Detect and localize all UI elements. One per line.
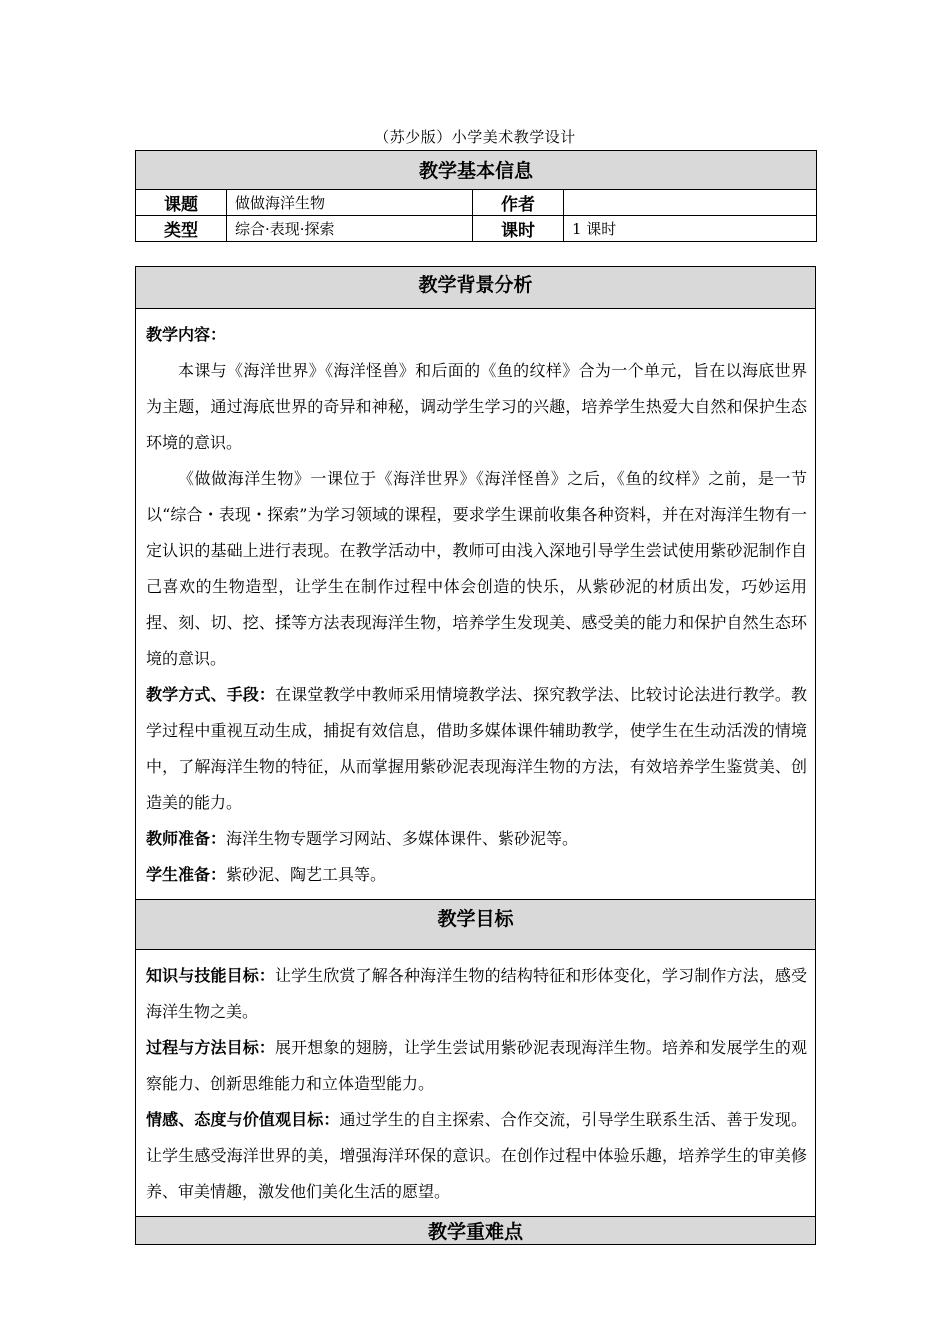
content-label: 教学内容： bbox=[146, 325, 227, 344]
table-row bbox=[136, 190, 817, 216]
topic-label: 课题 bbox=[136, 190, 227, 216]
hours-value: 1 课时 bbox=[564, 216, 817, 242]
author-label: 作者 bbox=[473, 190, 564, 216]
key-points-header: 教学重难点 bbox=[136, 1217, 816, 1245]
method-text: 在课堂教学中教师采用情境教学法、探究教学法、比较讨论法进行教学。教学过程中重视互动生成，捕捉有效信息，借助多媒体课件辅助教学，使学生在生动活泼的情境中，了解海洋生物的特征，从而掌握用紫砂泥表现海洋生物的方法，有效培养学生鉴赏美、创造美的能力。 bbox=[146, 685, 807, 812]
lesson-analysis-table bbox=[135, 266, 816, 1245]
author-value bbox=[564, 190, 817, 216]
knowledge-goal-label: 知识与技能目标： bbox=[146, 966, 275, 985]
content-paragraph: 本课与《海洋世界》《海洋怪兽》和后面的《鱼的纹样》合为一个单元，旨在以海底世界为主题，通过海底世界的奇异和神秘，调动学生学习的兴趣，培养学生热爱大自然和保护生态环境的意识。 bbox=[146, 361, 807, 452]
basic-info-header: 教学基本信息 bbox=[136, 151, 817, 190]
student-prep-label: 学生准备： bbox=[146, 865, 227, 884]
background-section bbox=[136, 309, 816, 900]
type-label: 类型 bbox=[136, 216, 227, 242]
goals-header: 教学目标 bbox=[136, 900, 816, 950]
basic-info-table bbox=[135, 150, 817, 242]
emotion-goal-text: 通过学生的自主探索、合作交流，引导学生联系生活、善于发现。让学生感受海洋世界的美，增强海洋环保的意识。在创作过程中体验乐趣，培养学生的审美修养、审美情趣，激发他们美化生活的愿望。 bbox=[146, 1110, 807, 1201]
emotion-goal-label: 情感、态度与价值观目标： bbox=[146, 1110, 340, 1129]
content-paragraph: 《做做海洋生物》一课位于《海洋世界》《海洋怪兽》之后，《鱼的纹样》之前，是一节以“综合・表现・探索”为学习领域的课程，要求学生课前收集各种资料，并在对海洋生物有一定认识的基础上进行表现。在教学活动中，教师可由浅入深地引导学生尝试使用紫砂泥制作自己喜欢的生物造型，让学生在制作过程中体会创造的快乐，从紫砂泥的材质出发，巧妙运用捏、刻、切、挖、揉等方法表现海洋生物，培养学生发现美、感受美的能力和保护自然生态环境的意识。 bbox=[146, 469, 807, 668]
student-prep-text: 紫砂泥、陶艺工具等。 bbox=[226, 865, 387, 884]
document-title: （苏少版）小学美术教学设计 bbox=[374, 128, 576, 146]
process-goal-text: 展开想象的翅膀，让学生尝试用紫砂泥表现海洋生物。培养和发展学生的观察能力、创新思维能力和立体造型能力。 bbox=[146, 1038, 807, 1093]
teacher-prep-text: 海洋生物专题学习网站、多媒体课件、紫砂泥等。 bbox=[226, 829, 579, 848]
type-value: 综合·表现·探索 bbox=[227, 216, 473, 242]
topic-value: 做做海洋生物 bbox=[227, 190, 473, 216]
hours-label: 课时 bbox=[473, 216, 564, 242]
method-label: 教学方式、手段： bbox=[146, 685, 275, 704]
background-header: 教学背景分析 bbox=[136, 267, 816, 309]
knowledge-goal-text: 让学生欣赏了解各种海洋生物的结构特征和形体变化，学习制作方法，感受海洋生物之美。 bbox=[146, 966, 807, 1021]
table-row bbox=[136, 216, 817, 242]
process-goal-label: 过程与方法目标： bbox=[146, 1038, 275, 1057]
teacher-prep-label: 教师准备： bbox=[146, 829, 227, 848]
goals-section bbox=[136, 950, 816, 1217]
